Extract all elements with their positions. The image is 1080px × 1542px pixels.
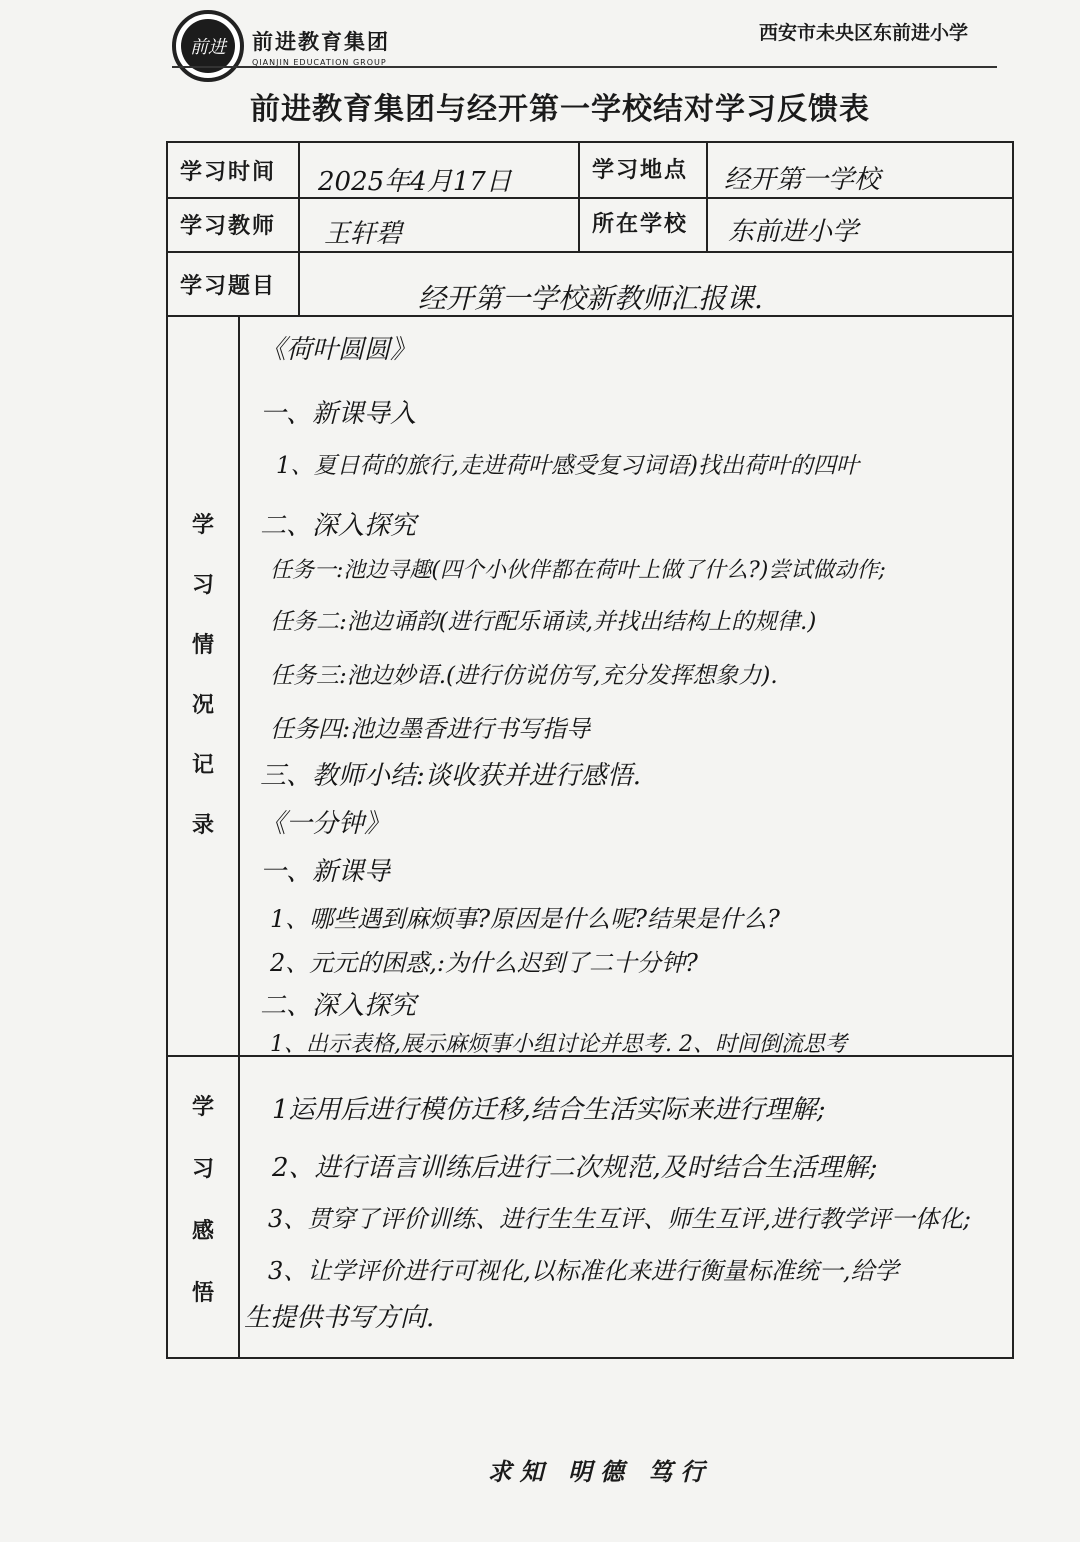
record-line: 任务一:池边寻趣(四个小伙伴都在荷叶上做了什么?)尝试做动作; <box>270 558 886 583</box>
school-motto: 求知 明德 笃行 <box>487 1457 713 1486</box>
reflection-line: 生提供书写方向. <box>244 1303 435 1333</box>
record-line: 1、出示表格,展示麻烦事小组讨论并思考. 2、时间倒流思考 <box>270 1032 847 1057</box>
study-time-label: 学习时间 <box>180 160 277 185</box>
reflection-line: 2、进行语言训练后进行二次规范,及时结合生活理解; <box>272 1153 878 1183</box>
record-line: 任务四:池边墨香进行书写指导 <box>270 715 591 743</box>
reflection-section-label: 学 习 感 悟 <box>191 1095 214 1306</box>
reflection-line: 1运用后进行模仿迁移,结合生活实际来进行理解; <box>272 1095 826 1125</box>
study-time-value: 2025年4月17日 <box>318 167 512 197</box>
feedback-table <box>166 141 1014 1359</box>
record-line: 一、新课导 <box>260 857 391 887</box>
record-line: 《荷叶圆圆》 <box>260 335 417 365</box>
record-line: 任务三:池边妙语.(进行仿说仿写,充分发挥想象力). <box>270 663 778 689</box>
reflection-line: 3、让学评价进行可视化,以标准化来进行衡量标准统一,给学 <box>268 1257 899 1285</box>
record-section-label: 学 习 情 况 记 录 <box>191 513 214 838</box>
record-line: 二、深入探究 <box>260 511 417 541</box>
record-line: 一、新课导入 <box>260 399 417 429</box>
group-logo <box>172 10 390 82</box>
record-line: 2、元元的困惑,:为什么迟到了二十分钟? <box>270 949 698 977</box>
record-line: 《一分钟》 <box>260 809 391 839</box>
school-value: 东前进小学 <box>728 217 859 247</box>
study-teacher-value: 王轩碧 <box>324 219 403 249</box>
record-line: 三、教师小结:谈收获并进行感悟. <box>260 761 642 791</box>
study-place-label: 学习地点 <box>592 158 689 183</box>
record-line: 二、深入探究 <box>260 991 417 1021</box>
study-teacher-label: 学习教师 <box>180 214 277 239</box>
group-name: 前进教育集团 <box>252 28 390 54</box>
school-label: 所在学校 <box>592 212 689 237</box>
study-topic-label: 学习题目 <box>180 274 277 299</box>
reflection-line: 3、贯穿了评价训练、进行生生互评、师生互评,进行教学评一体化; <box>268 1205 971 1233</box>
page-title: 前进教育集团与经开第一学校结对学习反馈表 <box>250 92 870 127</box>
record-line: 1、夏日荷的旅行,走进荷叶感受复习词语)找出荷叶的四叶 <box>276 453 859 479</box>
group-name-en: QIANJIN EDUCATION GROUP <box>252 57 387 67</box>
study-topic-value: 经开第一学校新教师汇报课. <box>418 282 763 315</box>
school-name: 西安市未央区东前进小学 <box>758 22 968 44</box>
study-place-value: 经开第一学校 <box>724 165 881 195</box>
record-line: 任务二:池边诵韵(进行配乐诵读,并找出结构上的规律.) <box>270 609 817 635</box>
record-line: 1、哪些遇到麻烦事?原因是什么呢?结果是什么? <box>270 905 780 933</box>
header-divider <box>172 66 997 68</box>
logo-seal-icon: 前进 <box>172 10 244 82</box>
